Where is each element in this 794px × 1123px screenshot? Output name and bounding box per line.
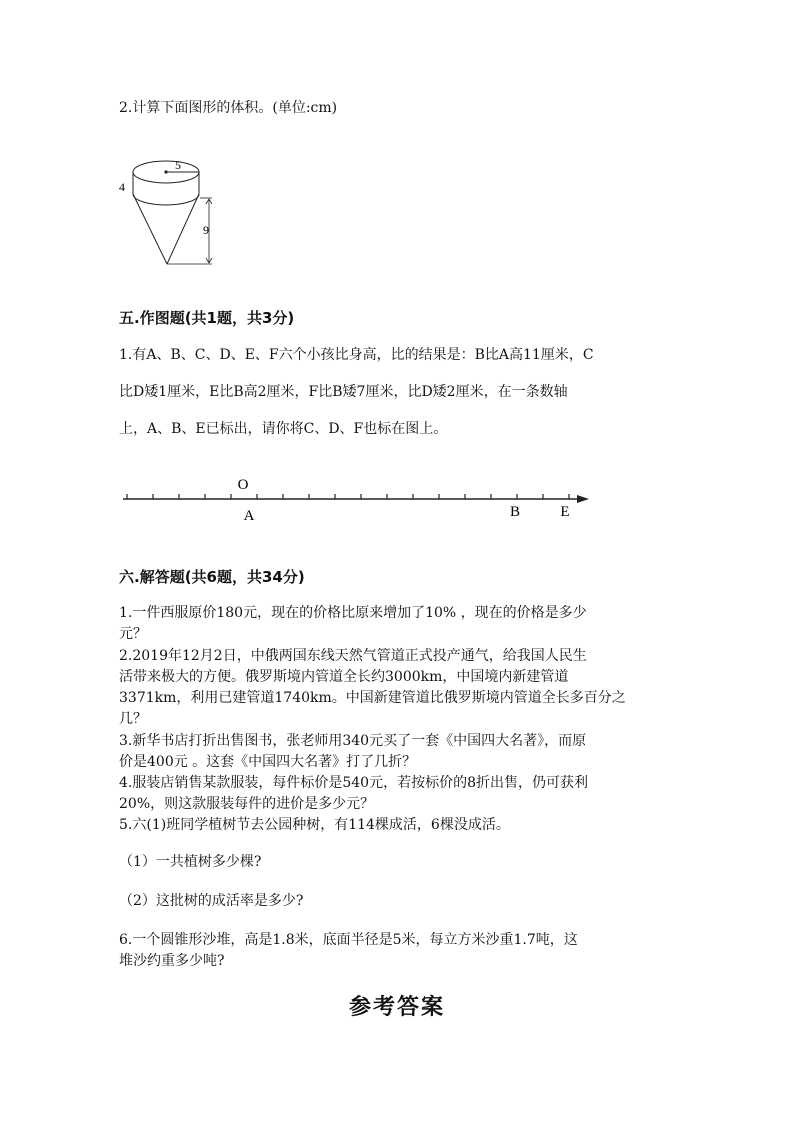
section-6-line-4: 活带来极大的方便。俄罗斯境内管道全长约3000km，中国境内新建管道 [119, 669, 569, 685]
number-line [115, 472, 595, 524]
section-5-title: 五.作图题(共1题，共3分) [119, 309, 295, 327]
origin-label: O [237, 477, 249, 493]
point-e-label: E [560, 504, 570, 520]
section-6-line-7: 3.新华书店打折出售图书，张老师用340元买了一套《中国四大名著》，而原 [119, 733, 587, 749]
cylinder-bottom-arc [133, 194, 199, 205]
section-5-q1-line-1: 1.有A、B、C、D、E、F六个小孩比身高，比的结果是：B比A高11厘米，C [119, 347, 594, 363]
section-5-q1-line-3: 上，A、B、E已标出，请你将C、D、F也标在图上。 [119, 421, 448, 437]
q5-sub-question-2: （2）这批树的成活率是多少? [119, 893, 304, 909]
section-6-line-6: 几？ [119, 711, 147, 727]
question-2-text: 2.计算下面图形的体积。(单位:cm) [119, 100, 338, 116]
section-6-line-1: 1.一件西服原价180元，现在的价格比原来增加了10% ，现在的价格是多少 [119, 605, 587, 621]
section-6-title: 六.解答题(共6题，共34分) [119, 568, 305, 586]
section-6-line-9: 4.服装店销售某款服装，每件标价是540元，若按标价的8折出售，仍可获利 [119, 775, 588, 791]
cone-height-label: 9 [203, 223, 209, 237]
number-line-arrow [577, 495, 589, 503]
section-6-line-2: 元？ [119, 626, 147, 642]
cylinder-cone-figure [112, 146, 222, 270]
radius-label: 5 [175, 158, 181, 172]
section-6-line-5: 3371km，利用已建管道1740km。中国新建管道比俄罗斯境内管道全长多百分之 [119, 690, 626, 706]
section-5-q1-line-2: 比D矮1厘米，E比B高2厘米，F比B矮7厘米，比D矮2厘米，在一条数轴 [119, 384, 568, 400]
q6-line-2: 堆沙约重多少吨? [119, 953, 225, 969]
section-6-line-10: 20%，则这款服装每件的进价是多少元？ [119, 796, 375, 812]
point-a-label: A [243, 508, 255, 524]
answer-section-title: 参考答案 [348, 994, 445, 1020]
cylinder-height-label: 4 [119, 180, 125, 194]
section-6-line-8: 价是400元 。这套《中国四大名著》打了几折？ [119, 754, 417, 770]
point-b-label: B [509, 504, 521, 520]
q5-sub-question-1: （1）一共植树多少棵? [119, 854, 262, 870]
q6-line-1: 6.一个圆锥形沙堆，高是1.8米，底面半径是5米，每立方米沙重1.7吨，这 [119, 932, 578, 948]
section-6-line-11: 5.六(1)班同学植树节去公园种树，有114棵成活，6棵没成活。 [119, 817, 510, 833]
section-6-line-3: 2.2019年12月2日，中俄两国东线天然气管道正式投产通气，给我国人民生 [119, 648, 587, 664]
